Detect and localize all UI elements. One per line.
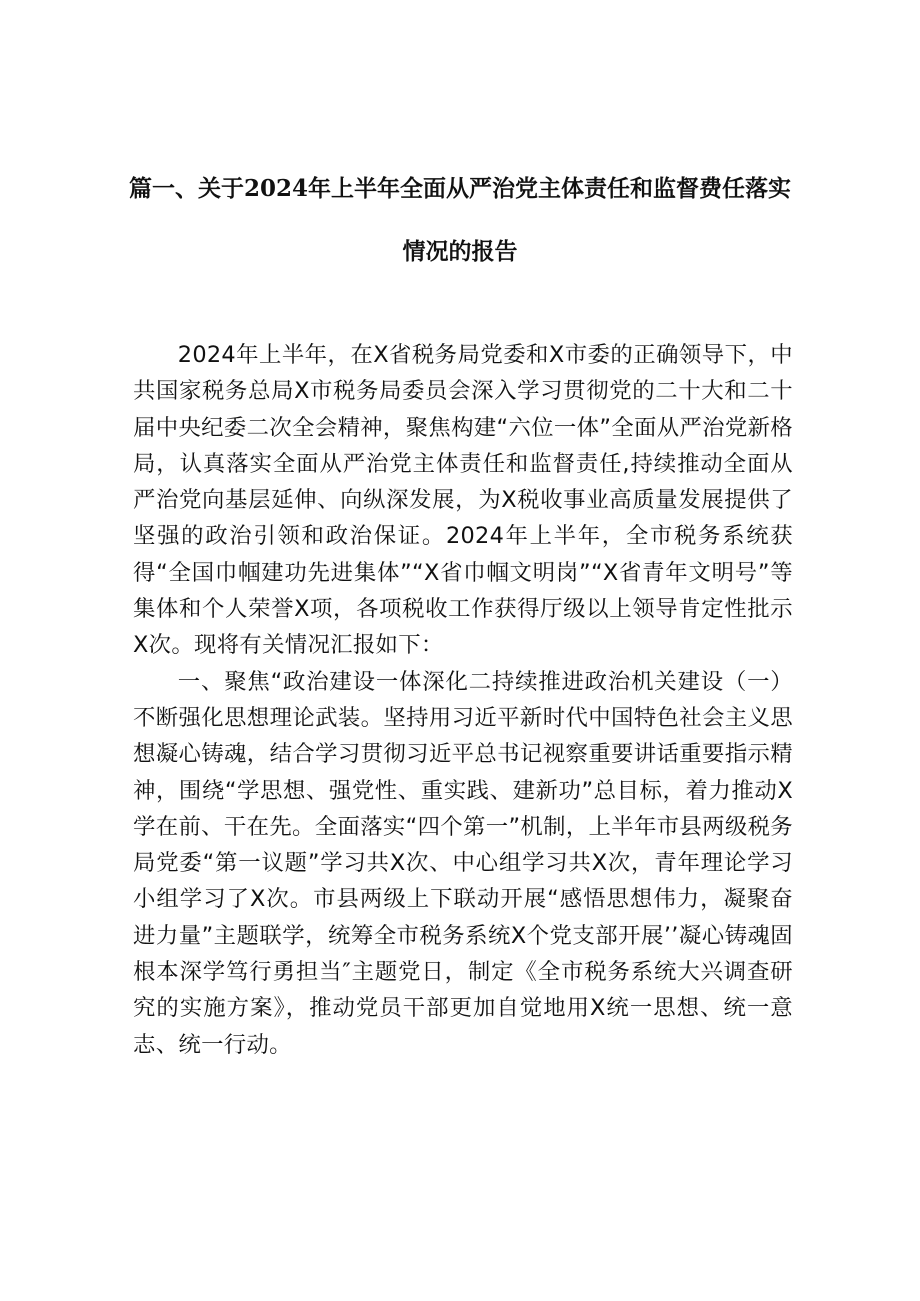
document-body — [133, 337, 793, 1063]
document-title-line-2: 情况的报告 — [402, 238, 518, 265]
document-title-line-1: 篇一、关于2024年上半年全面从严治党主体责任和监督费任落实 — [128, 175, 791, 202]
paragraph-section-one: 一、聚焦“政治建设一体深化二持续推进政治机关建设（一）不断强化思想理论武装。坚持用习近平新时代中国特色社会主义思想凝心铸魂，结合学习贯彻习近平总书记视察重要讲话重要指示精神，围绕“学思想、强党性、重实践、建新功”总目标，着力推动X学在前、干在先。全面落实“四个第一”机制，上半年市县两级税务局党委“第一议题”学习共X次、中心组学习共X次，青年理论学习小组学习了X次。市县两级上下联动开展“感悟思想伟力，凝聚奋进力量”主题联学，统筹全市税务系统X个党支部开展’’凝心铸魂固根本深学笃行勇担当″主题党日，制定《全市税务系统大兴调查研究的实施方案》，推动党员干部更加自觉地用X统一思想、统一意志、统一行动。 — [133, 668, 793, 1058]
paragraph-intro: 2024年上半年，在X省税务局党委和X市委的正确领导下，中共国家税务总局X市税务局委员会深入学习贯彻党的二十大和二十届中央纪委二次全会精神，聚焦构建“六位一体”全面从严治党新格局，认真落实全面从严治党主体责任和监督责任,持续推动全面从严治党向基层延伸、向纵深发展，为X税收事业高质量发展提供了坚强的政治引领和政治保证。2024年上半年，全市税务系统获得“全国巾帼建功先进集体”“X省巾帼文明岗”“X省青年文明号”等集体和个人荣誉X项，各项税收工作获得厅级以上领导肯定性批示X次。现将有关情况汇报如下： — [133, 342, 793, 659]
